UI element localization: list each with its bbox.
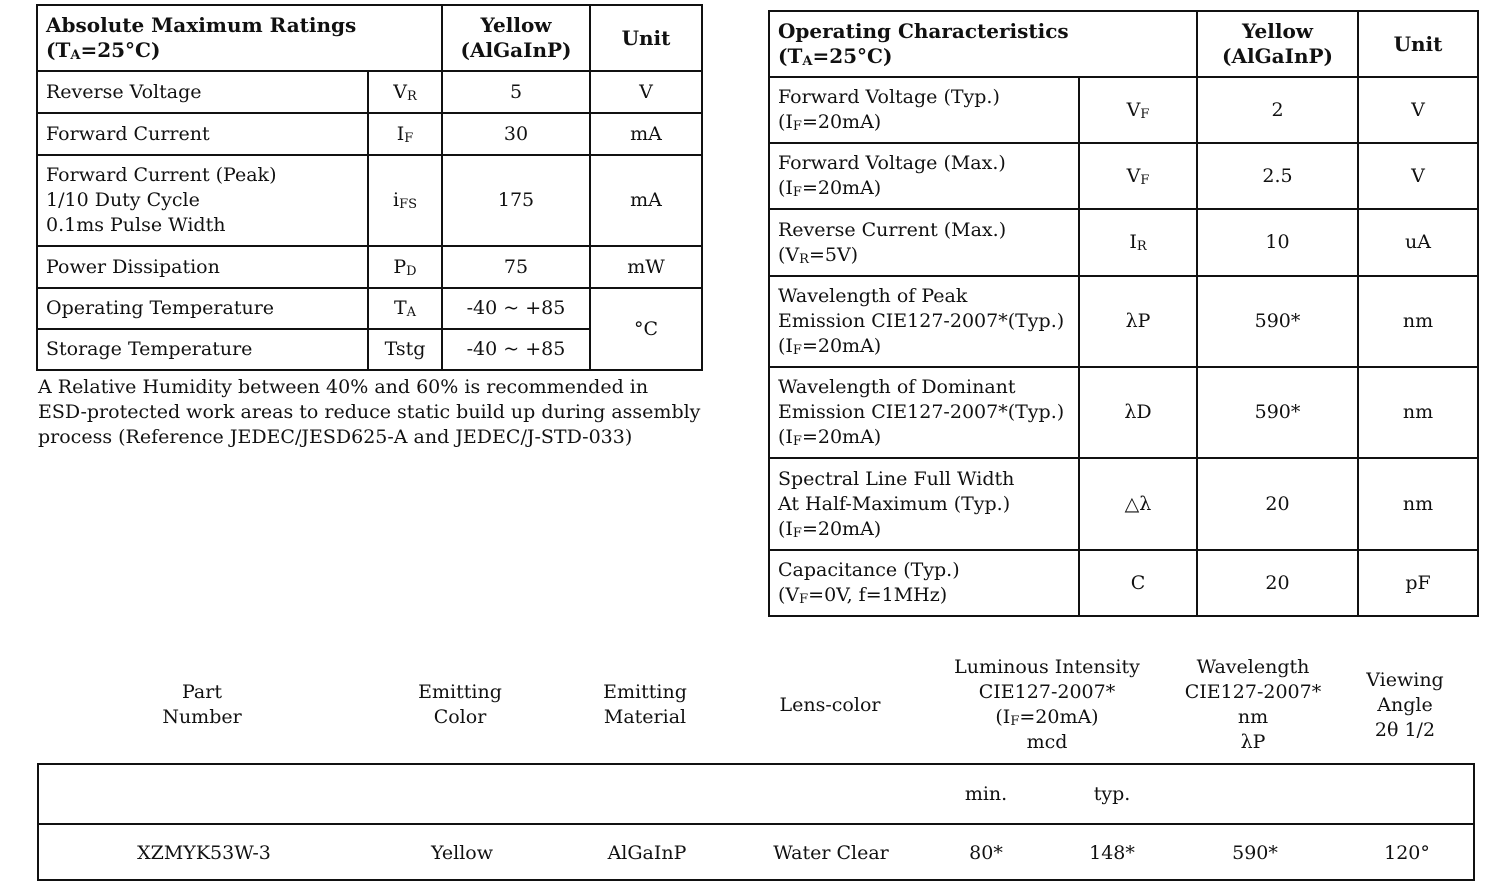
humidity-note: A Relative Humidity between 40% and 60% is recommended in ESD-protected work areas to reduce static build up during assembly process (Reference JEDEC/JESD625-A and JEDEC/J-STD-033): [38, 376, 701, 448]
oc-col-yellow: Yellow (AlGaInP): [1197, 11, 1358, 77]
value-cell: 175: [442, 155, 590, 246]
symbol-cell: $i_{FS}$: [368, 155, 442, 246]
header-lens-color: Lens-color: [779, 693, 881, 716]
value-cell: 20: [1197, 458, 1358, 550]
luminous-typ-cell: 148*: [1089, 842, 1135, 864]
part-number-cell: XZMYK53W-3: [137, 842, 271, 864]
header-emitting-material: Emitting Material: [603, 681, 687, 728]
table-row: [769, 77, 1478, 143]
symbol-cell: C: [1079, 550, 1197, 616]
table-row: [37, 113, 702, 155]
param-cell: Capacitance (Typ.) ($V_F=0V$, f=1MHz): [769, 550, 1079, 616]
symbol-cell: λD: [1079, 367, 1197, 458]
table-row: [37, 71, 702, 113]
oc-title-cell: Operating Characteristics $(T_A=25^\circ C)$: [769, 11, 1197, 77]
absolute-max-ratings-table: [36, 4, 703, 371]
amr-title: Absolute Maximum Ratings: [46, 13, 357, 37]
unit-cell: mW: [590, 246, 702, 288]
value-cell: -40 ~ +85: [442, 329, 590, 370]
param-cell: Reverse Current (Max.) $(V_R=5V)$: [769, 209, 1079, 276]
oc-title: Operating Characteristics: [778, 19, 1069, 43]
symbol-cell: $V_F$: [1079, 143, 1197, 209]
param-cell: Reverse Voltage: [37, 71, 368, 113]
table-row: [769, 367, 1478, 458]
table-row: [37, 246, 702, 288]
header-wavelength: Wavelength CIE127-2007* nm λP: [1184, 656, 1322, 753]
unit-cell: V: [1358, 143, 1478, 209]
unit-cell: °C: [590, 288, 702, 370]
symbol-cell: $T_A$: [368, 288, 442, 329]
emitting-material-cell: AlGaInP: [607, 842, 687, 864]
param-cell: Forward Current (Peak) 1/10 Duty Cycle 0.1ms Pulse Width: [37, 155, 368, 246]
lens-color-cell: Water Clear: [773, 842, 889, 864]
symbol-cell: $P_D$: [368, 246, 442, 288]
table-row: [769, 458, 1478, 550]
emitting-color-cell: Yellow: [431, 842, 493, 864]
header-luminous-intensity: Luminous Intensity CIE127-2007* $(I_F=20mA)$ mcd: [954, 656, 1140, 753]
param-cell: Power Dissipation: [37, 246, 368, 288]
unit-cell: mA: [590, 113, 702, 155]
symbol-cell: $V_F$: [1079, 77, 1197, 143]
value-cell: 75: [442, 246, 590, 288]
row-divider: [39, 823, 1473, 825]
part-table: [37, 763, 1475, 881]
unit-cell: pF: [1358, 550, 1478, 616]
param-cell: Operating Temperature: [37, 288, 368, 329]
amr-col-yellow: Yellow (AlGaInP): [442, 5, 590, 71]
value-cell: 20: [1197, 550, 1358, 616]
table-row: [37, 288, 702, 329]
symbol-cell: $V_R$: [368, 71, 442, 113]
subheader-typ: typ.: [1093, 783, 1131, 805]
header-emitting-color: Emitting Color: [418, 681, 502, 728]
header-viewing-angle: Viewing Angle 2θ 1/2: [1366, 668, 1444, 741]
unit-cell: nm: [1358, 458, 1478, 550]
unit-cell: uA: [1358, 209, 1478, 276]
unit-cell: V: [590, 71, 702, 113]
part-table-header: [36, 650, 1476, 760]
table-row: [769, 550, 1478, 616]
value-cell: 10: [1197, 209, 1358, 276]
value-cell: -40 ~ +85: [442, 288, 590, 329]
unit-cell: nm: [1358, 367, 1478, 458]
symbol-cell: Tstg: [368, 329, 442, 370]
amr-col-unit: Unit: [590, 5, 702, 71]
symbol-cell: △λ: [1079, 458, 1197, 550]
amr-title-cell: Absolute Maximum Ratings $(T_A=25^\circ C)$: [37, 5, 442, 71]
table-row: [769, 209, 1478, 276]
param-cell: Forward Voltage (Typ.) $(I_F=20mA)$: [769, 77, 1079, 143]
unit-cell: V: [1358, 77, 1478, 143]
param-cell: Forward Current: [37, 113, 368, 155]
param-cell: Spectral Line Full Width At Half-Maximum (Typ.) $(I_F=20mA)$: [769, 458, 1079, 550]
value-cell: 30: [442, 113, 590, 155]
symbol-cell: $I_F$: [368, 113, 442, 155]
symbol-cell: λP: [1079, 276, 1197, 367]
oc-col-unit: Unit: [1358, 11, 1478, 77]
value-cell: 590*: [1197, 367, 1358, 458]
table-row: [769, 276, 1478, 367]
unit-cell: nm: [1358, 276, 1478, 367]
value-cell: 2.5: [1197, 143, 1358, 209]
operating-characteristics-table: [768, 10, 1479, 617]
value-cell: 2: [1197, 77, 1358, 143]
subheader-min: min.: [964, 783, 1008, 805]
luminous-min-cell: 80*: [969, 842, 1003, 864]
viewing-angle-cell: 120°: [1384, 842, 1430, 864]
param-cell: Wavelength of Peak Emission CIE127-2007*(Typ.) $(I_F=20mA)$: [769, 276, 1079, 367]
table-row: [769, 143, 1478, 209]
value-cell: 5: [442, 71, 590, 113]
param-cell: Wavelength of Dominant Emission CIE127-2007*(Typ.) $(I_F=20mA)$: [769, 367, 1079, 458]
symbol-cell: $I_R$: [1079, 209, 1197, 276]
param-cell: Storage Temperature: [37, 329, 368, 370]
unit-cell: mA: [590, 155, 702, 246]
header-part-number: Part Number: [162, 681, 242, 728]
wavelength-cell: 590*: [1232, 842, 1278, 864]
param-cell: Forward Voltage (Max.) $(I_F=20mA)$: [769, 143, 1079, 209]
table-row: [37, 155, 702, 246]
value-cell: 590*: [1197, 276, 1358, 367]
